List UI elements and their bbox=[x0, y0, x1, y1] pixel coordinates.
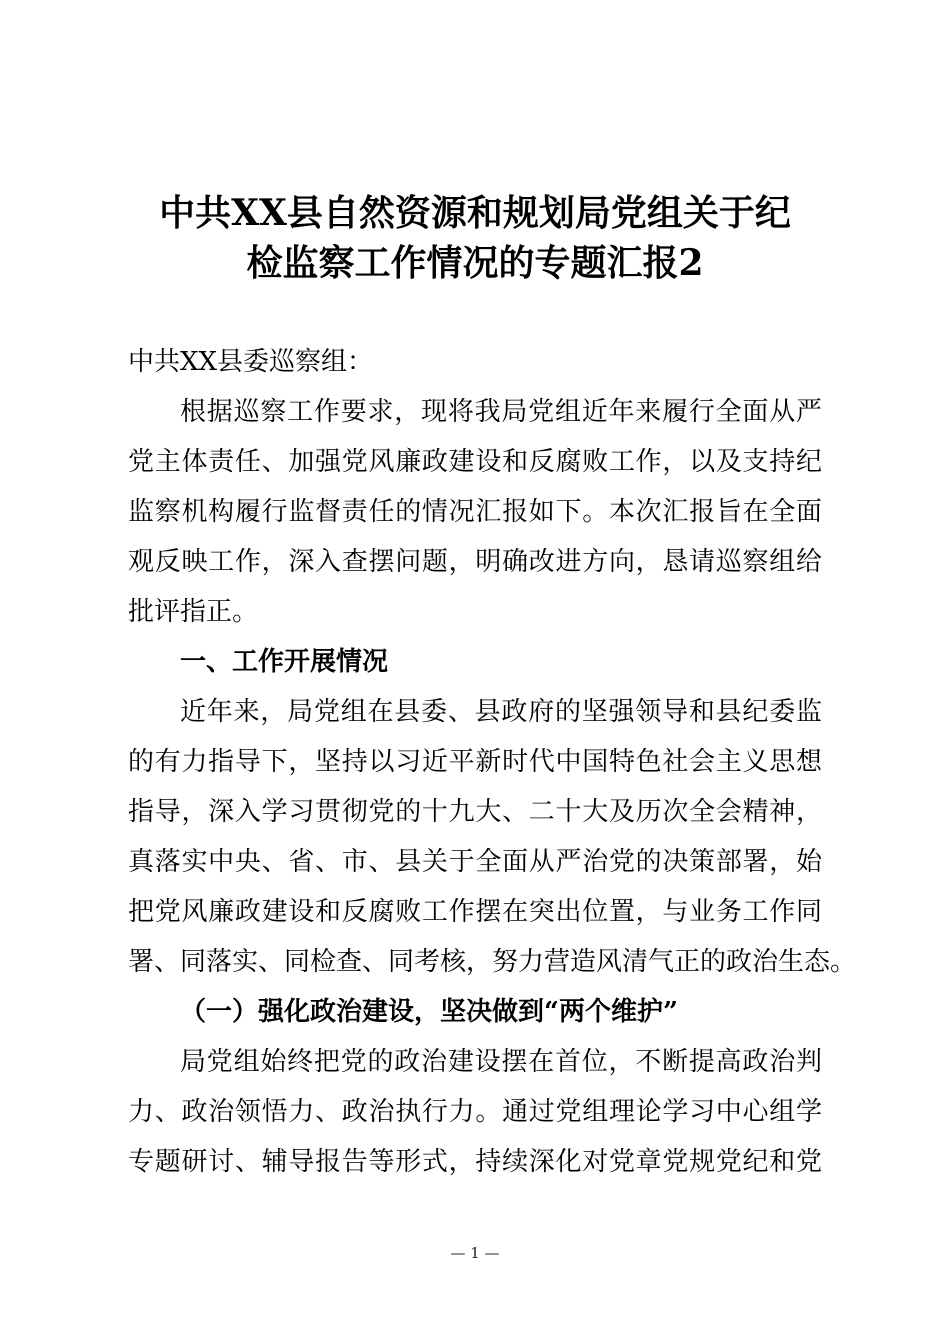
salutation: 中共XX县委巡察组： bbox=[128, 347, 374, 377]
paragraph-line: 署、同落实、同检查、同考核，努力营造风清气正的政治生态。 bbox=[128, 947, 857, 977]
paragraph-line: 近年来，局党组在县委、县政府的坚强领导和县纪委监 bbox=[180, 697, 822, 727]
subsection-heading: （一）强化政治建设，坚决做到“两个维护” bbox=[180, 997, 678, 1027]
paragraph-line: 真落实中央、省、市、县关于全面从严治党的决策部署，始 bbox=[128, 847, 822, 877]
paragraph-line: 力、政治领悟力、政治执行力。通过党组理论学习中心组学 bbox=[128, 1097, 822, 1127]
paragraph-line: 根据巡察工作要求，现将我局党组近年来履行全面从严 bbox=[180, 397, 822, 427]
paragraph-line: 把党风廉政建设和反腐败工作摆在突出位置，与业务工作同 bbox=[128, 897, 822, 927]
paragraph-line: 的有力指导下，坚持以习近平新时代中国特色社会主义思想 bbox=[128, 747, 822, 777]
page-number: — 1 — bbox=[450, 1244, 500, 1262]
paragraph-line: 局党组始终把党的政治建设摆在首位，不断提高政治判 bbox=[180, 1047, 822, 1077]
title-line: 中共XX县自然资源和规划局党组关于纪 bbox=[159, 192, 791, 234]
paragraph-line: 观反映工作，深入查摆问题，明确改进方向，恳请巡察组给 bbox=[128, 547, 822, 577]
paragraph-line: 专题研讨、辅导报告等形式，持续深化对党章党规党纪和党 bbox=[128, 1147, 822, 1177]
document-body bbox=[128, 337, 857, 1187]
document-title bbox=[100, 188, 850, 288]
section-heading: 一、工作开展情况 bbox=[180, 647, 389, 677]
paragraph-line: 指导，深入学习贯彻党的十九大、二十大及历次全会精神， bbox=[128, 797, 822, 827]
paragraph-line: 批评指正。 bbox=[128, 597, 259, 627]
title-line: 检监察工作情况的专题汇报2 bbox=[246, 242, 704, 284]
paragraph-line: 监察机构履行监督责任的情况汇报如下。本次汇报旨在全面 bbox=[128, 497, 822, 527]
paragraph-line: 党主体责任、加强党风廉政建设和反腐败工作，以及支持纪 bbox=[128, 447, 822, 477]
